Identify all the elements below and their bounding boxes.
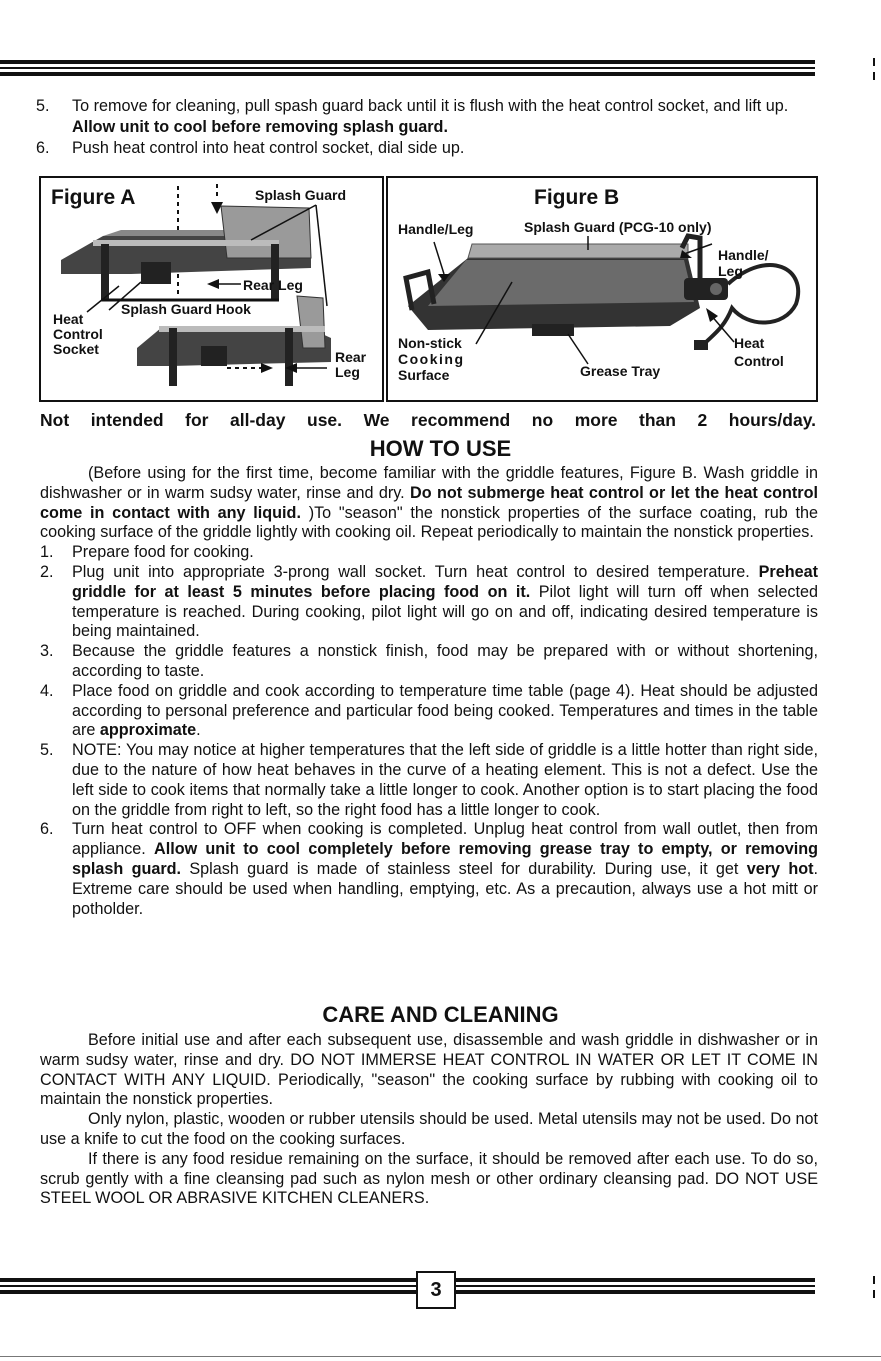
label-splash-guard: Splash Guard (PCG-10 only) (524, 219, 712, 235)
label-rear-leg: Rear Leg (243, 277, 303, 293)
label-handle-leg: Handle/Leg (398, 221, 474, 237)
how-to-use-step-1: 1. Prepare food for cooking. (40, 543, 254, 562)
figure-a-title: Figure A (51, 186, 136, 209)
step-number: 5. (36, 97, 50, 115)
usage-notice: Not intended for all-day use. We recommend no more than 2 hours/day. (40, 410, 816, 430)
edge-mark-bottom (873, 1276, 875, 1284)
label-socket: Socket (53, 341, 99, 357)
intro-step-5 (36, 96, 826, 138)
label-surface: Surface (398, 367, 450, 383)
label-grease-tray: Grease Tray (580, 363, 661, 379)
label-handle-leg-right: Leg (718, 263, 743, 279)
label-control: Control (53, 326, 103, 342)
figure-b-title: Figure B (534, 186, 620, 209)
figure-b (386, 176, 818, 402)
care-cleaning-section (40, 1031, 818, 1209)
bottom-rule (0, 1278, 815, 1294)
how-to-use-section (40, 464, 818, 919)
care-paragraph: Before initial use and after each subsequent use, disassemble and wash griddle in dishwasher or in warm sudsy water, rinse and dry. DO NOT IMMERSE HEAT CONTROL IN WATER OR LET IT COME IN CONTACT WITH ANY LIQUID. Periodically, "season" the cooking surface by rubbing with cooking oil to maintain the nonstick properties. (40, 1031, 818, 1109)
label-nonstick: Non-stick (398, 335, 462, 351)
how-to-use-step-3: 3. Because the griddle features a nonstick finish, food may be prepared with or without shortening, according to taste. (40, 642, 818, 680)
how-to-use-step-2: 2. Plug unit into appropriate 3-prong wall socket. Turn heat control to desired temperature. Preheat griddle for at least 5 minutes before placing food on it. Pilot light will turn off when selected temperature is reached. During cooking, pilot light will go on and off, indicating desired temperature is being maintained. (40, 562, 818, 641)
step-number: 6. (36, 139, 50, 157)
how-to-use-step-4: 4. Place food on griddle and cook according to temperature time table (page 4). Heat should be adjusted according to personal preference and particular food being cooked. Temperatures and times in the table are approximate. (40, 681, 818, 740)
care-paragraph: If there is any food residue remaining on the surface, it should be removed after each use. To do so, scrub gently with a fine cleansing pad such as nylon mesh or other ordinary cleansing pad. DO NOT USE STEEL WOOL OR ABRASIVE KITCHEN CLEANERS. (40, 1149, 818, 1208)
how-to-use-intro: (Before using for the first time, become familiar with the griddle features, Figure B. Wash griddle in dishwasher or in warm sudsy water, rinse and dry. Do not submerge heat control or let the heat control come in contact with any liquid. )To "season" the nonstick properties of the surface coating, rub the cooking surface of the griddle lightly with cooking oil. Repeat periodically to maintain the nonstick properties. (40, 464, 818, 542)
edge-mark-top-2 (873, 72, 875, 80)
label-handle: Handle/ (718, 247, 769, 263)
edge-mark-top (873, 58, 875, 66)
step-text: To remove for cleaning, pull spash guard back until it is flush with the heat control socket, and lift up. (72, 97, 789, 115)
label-heat: Heat (734, 335, 765, 351)
figure-a (39, 176, 384, 402)
step-text: Push heat control into heat control socket, dial side up. (72, 139, 465, 157)
how-to-use-step-5: 5. NOTE: You may notice at higher temperatures that the left side of griddle is a little hotter than right side, due to the nature of how heat behaves in the curve of a heating element. This is not a defect. Use the left side to cook items that normally take a little longer to cook. Another option is to start placing the food on the griddle from right to left, so the right food has a little longer to cook. (40, 741, 818, 819)
care-paragraph: Only nylon, plastic, wooden or rubber utensils should be used. Metal utensils may not be used. Do not use a knife to cut the food on the cooking surfaces. (40, 1110, 818, 1148)
label-cooking: Cooking (398, 351, 465, 367)
care-cleaning-heading: CARE AND CLEANING (322, 1002, 559, 1027)
label-heat: Heat (53, 311, 84, 327)
label-leg: Leg (335, 364, 360, 380)
intro-step-6 (36, 138, 826, 159)
how-to-use-step-6: 6. Turn heat control to OFF when cooking is completed. Unplug heat control from wall outlet, then from appliance. Allow unit to cool completely before removing grease tray to empty, or removing splash guard. Splash guard is made of stainless steel for durability. During use, it get very hot. Extreme care should be used when handling, emptying, etc. As a precaution, always use a hot mitt or potholder. (40, 820, 818, 918)
page-number: 3 (416, 1271, 456, 1309)
label-splash-guard: Splash Guard (255, 187, 347, 203)
label-rear: Rear (335, 349, 367, 365)
page-edge-line (0, 1356, 881, 1357)
griddle-side-view-illustration (41, 178, 382, 400)
top-rule (0, 60, 815, 76)
step-warning: Allow unit to cool before removing splash guard. (72, 118, 448, 136)
label-splash-guard-hook: Splash Guard Hook (121, 301, 251, 317)
edge-mark-bottom-2 (873, 1290, 875, 1298)
intro-steps (36, 96, 826, 159)
label-control: Control (734, 353, 784, 369)
how-to-use-heading: HOW TO USE (369, 436, 512, 461)
